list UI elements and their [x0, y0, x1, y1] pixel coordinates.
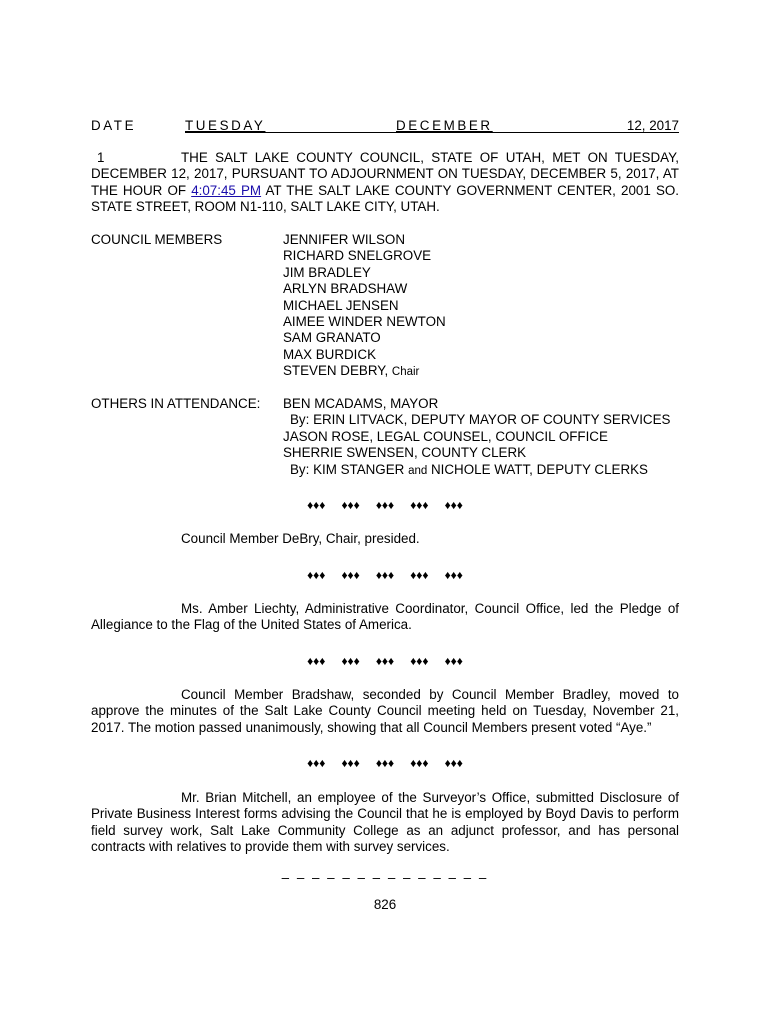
- diamond-group: ♦♦♦: [375, 568, 395, 582]
- mayor-by-line: By: ERIN LITVACK, DEPUTY MAYOR OF COUNTY SERVICES: [290, 412, 671, 428]
- date-header: [91, 118, 679, 135]
- chair-name: STEVEN DEBRY,: [283, 363, 392, 379]
- council-member: RICHARD SNELGROVE: [283, 248, 432, 264]
- intro-text-after: AT THE SALT LAKE COUNTY GOVERNMENT CENTER, 2001 SO. STATE STREET, ROOM N1-110, SALT LAKE CITY, UTAH.: [91, 182, 680, 215]
- separator: [91, 653, 679, 669]
- council-members-label: COUNCIL MEMBERS: [91, 232, 223, 247]
- diamond-group: ♦♦♦: [307, 756, 326, 770]
- intro-text-before: THE SALT LAKE COUNTY COUNCIL, STATE OF UTAH, MET ON TUESDAY, DECEMBER 12, 2017, PURSUANT TO ADJOURNMENT ON TUESDAY, DECEMBER 5, 2017, AT THE HOUR OF: [91, 150, 679, 198]
- diamond-group: ♦♦♦: [444, 568, 463, 582]
- date-day: TUESDAY: [185, 118, 266, 133]
- diamond-group: ♦♦♦: [410, 568, 429, 582]
- diamond-group: ♦♦♦: [410, 756, 429, 770]
- clerk-by-and: and: [408, 464, 428, 477]
- presided-paragraph: [91, 531, 679, 547]
- pledge-paragraph: [91, 601, 679, 634]
- minutes-approval-paragraph: [91, 687, 679, 736]
- council-member: AIMEE WINDER NEWTON: [283, 314, 446, 330]
- chair-title: Chair: [391, 366, 420, 379]
- dash-separator: – – – – – – – – – – – – – –: [281, 870, 489, 885]
- date-month: DECEMBER: [396, 118, 493, 133]
- mayor-line: BEN MCADAMS, MAYOR: [283, 396, 439, 411]
- minutes-approval-text: Council Member Bradshaw, seconded by Council Member Bradley, moved to approve the minutes of the Salt Lake County Council meeting held on Tuesday, November 21, 2017. The motion passed unanimously, showing that all Council Members present voted “Aye.”: [91, 687, 679, 735]
- diamond-group: ♦♦♦: [341, 654, 360, 668]
- council-member: SAM GRANATO: [283, 330, 381, 346]
- diamond-group: ♦♦♦: [410, 498, 429, 512]
- item-number: 1: [97, 150, 105, 165]
- others-label: OTHERS IN ATTENDANCE:: [91, 396, 261, 411]
- diamond-group: ♦♦♦: [307, 498, 326, 512]
- date-label: DATE: [91, 118, 137, 133]
- council-member: MAX BURDICK: [283, 346, 377, 362]
- diamond-group: ♦♦♦: [444, 756, 463, 770]
- clerk-by-line: [283, 462, 670, 479]
- page-number: 826: [373, 897, 397, 912]
- diamond-group: ♦♦♦: [444, 498, 463, 512]
- clerk-by-rest: NICHOLE WATT, DEPUTY CLERKS: [427, 461, 648, 477]
- council-members-list: [283, 232, 446, 381]
- separator: [91, 755, 679, 771]
- diamond-group: ♦♦♦: [341, 568, 360, 582]
- date-year: 12, 2017: [626, 118, 679, 133]
- diamond-group: ♦♦♦: [307, 568, 326, 582]
- diamond-group: ♦♦♦: [410, 654, 429, 668]
- intro-paragraph: [91, 150, 679, 216]
- diamond-group: ♦♦♦: [341, 756, 360, 770]
- diamond-group: ♦♦♦: [341, 498, 360, 512]
- diamond-group: ♦♦♦: [375, 498, 395, 512]
- separator: [91, 567, 679, 583]
- separator: [91, 497, 679, 513]
- clerk-line: SHERRIE SWENSEN, COUNTY CLERK: [283, 445, 527, 461]
- clerk-by-prefix: By: KIM STANGER: [290, 461, 409, 477]
- council-member: JENNIFER WILSON: [283, 232, 406, 247]
- minutes-page: [91, 0, 679, 1024]
- council-member: MICHAEL JENSEN: [283, 297, 399, 313]
- others-list: [283, 396, 670, 479]
- diamond-group: ♦♦♦: [444, 654, 463, 668]
- council-member: JIM BRADLEY: [283, 264, 371, 280]
- council-chair: [283, 363, 446, 380]
- disclosure-paragraph: [91, 790, 679, 856]
- diamond-group: ♦♦♦: [375, 654, 395, 668]
- time-link[interactable]: 4:07:45 PM: [191, 182, 262, 198]
- counsel-line: JASON ROSE, LEGAL COUNSEL, COUNCIL OFFICE: [283, 428, 608, 444]
- diamond-group: ♦♦♦: [307, 654, 326, 668]
- pledge-text: Ms. Amber Liechty, Administrative Coordinator, Council Office, led the Pledge of Allegiance to the Flag of the United States of America.: [91, 601, 679, 633]
- council-member: ARLYN BRADSHAW: [283, 281, 408, 297]
- diamond-group: ♦♦♦: [375, 756, 395, 770]
- presided-text: Council Member DeBry, Chair, presided.: [181, 531, 420, 546]
- disclosure-text: Mr. Brian Mitchell, an employee of the Surveyor’s Office, submitted Disclosure of Private Business Interest forms advising the Council that he is employed by Boyd Davis to perform field survey work, Salt Lake Community College as an adjunct professor, and has personal contracts with relatives to provide them with survey services.: [91, 790, 679, 855]
